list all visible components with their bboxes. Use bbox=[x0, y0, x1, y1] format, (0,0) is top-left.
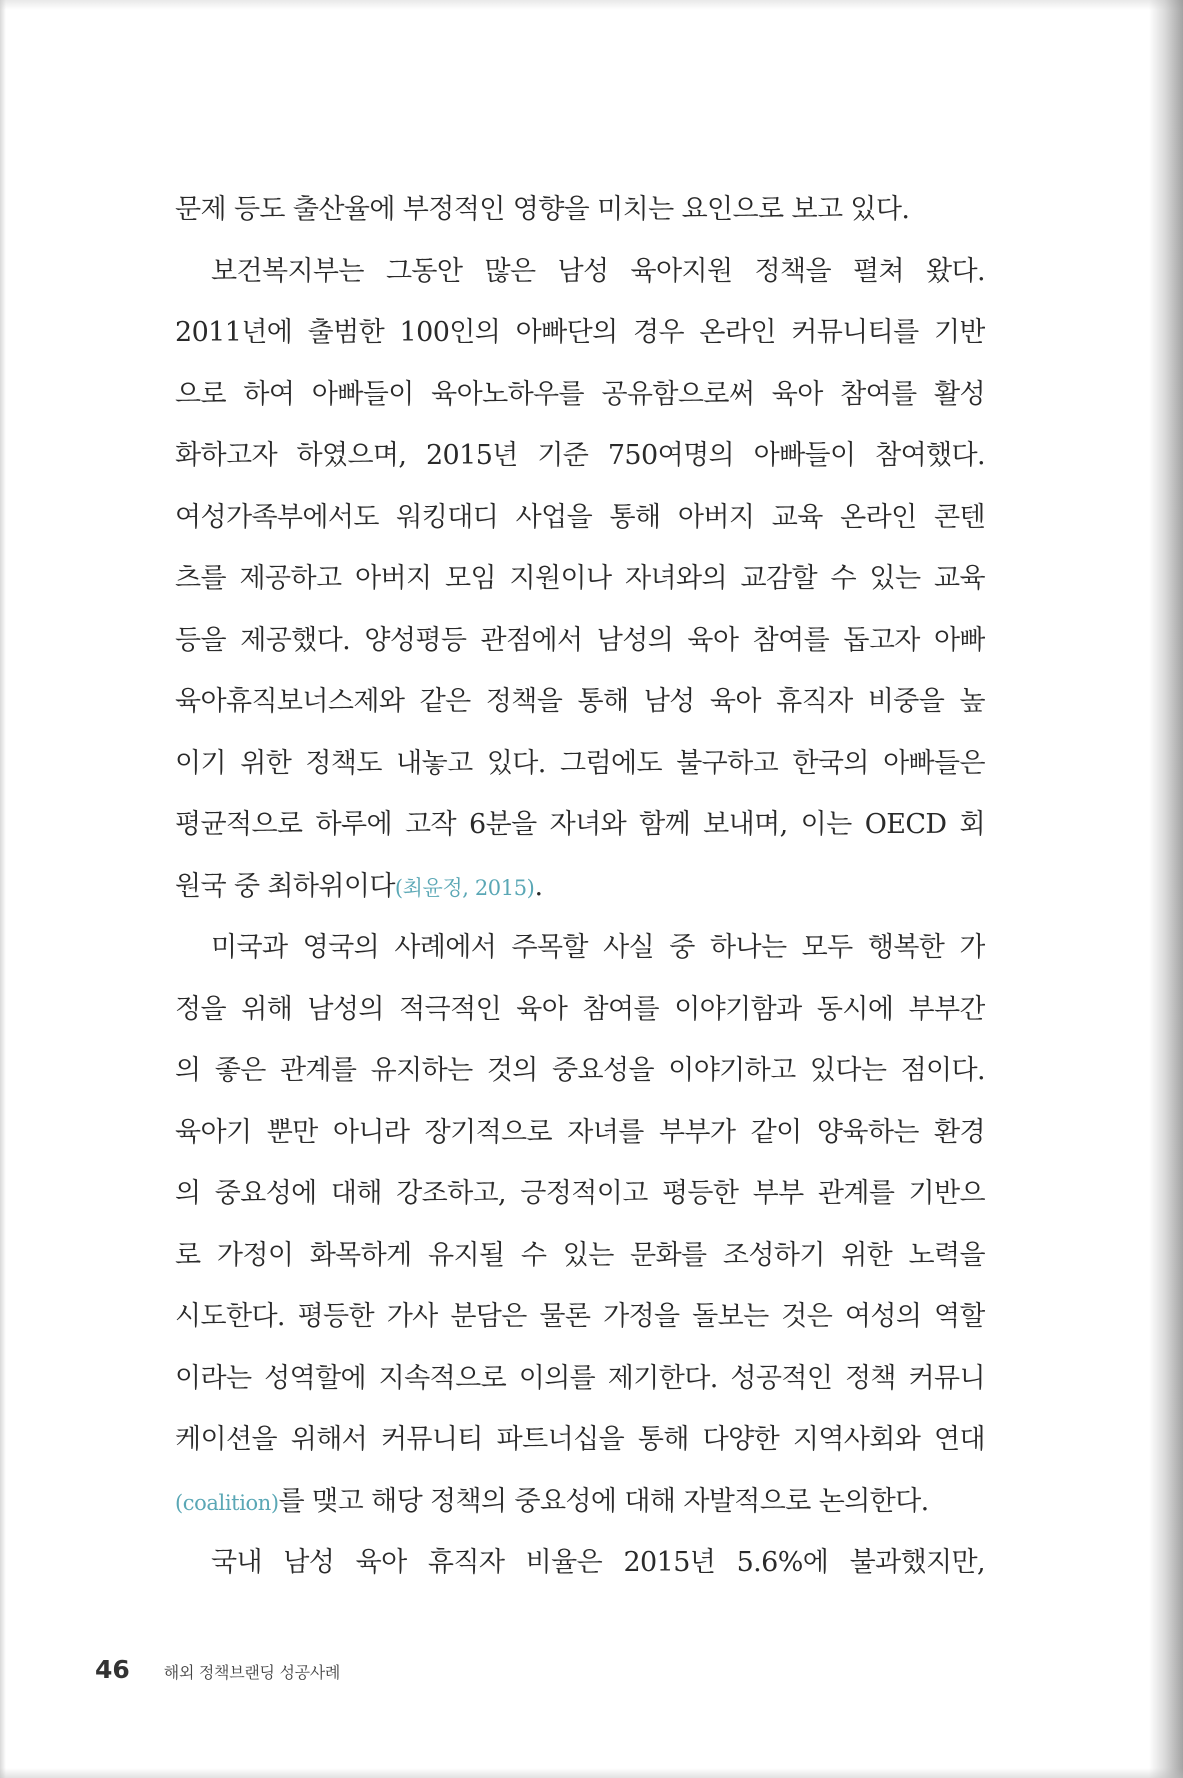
page-footer bbox=[95, 1655, 340, 1685]
body-line-18: 로 가정이 화목하게 유지될 수 있는 문화를 조성하기 위한 노력을 bbox=[175, 1239, 985, 1271]
body-line-22 bbox=[175, 1482, 985, 1544]
body-line-23: 국내 남성 육아 휴직자 비율은 2015년 5.6%에 불과했지만, bbox=[211, 1547, 985, 1578]
page-edge-top bbox=[0, 0, 1183, 10]
body-line-8: 등을 제공했다. 양성평등 관점에서 남성의 육아 참여를 돕고자 아빠 bbox=[175, 624, 985, 656]
body-line-12-text: 원국 중 최하위이다 bbox=[175, 870, 395, 902]
page-number: 46 bbox=[95, 1655, 130, 1684]
body-line-16: 육아기 뿐만 아니라 장기적으로 자녀를 부부가 같이 양육하는 환경 bbox=[175, 1116, 985, 1148]
body-line-11: 평균적으로 하루에 고작 6분을 자녀와 함께 보내며, 이는 OECD 회 bbox=[175, 809, 985, 840]
running-title: 해외 정책브랜딩 성공사례 bbox=[163, 1663, 341, 1682]
body-text bbox=[175, 190, 985, 1605]
body-line-22-text: 를 맺고 해당 정책의 중요성에 대해 자발적으로 논의한다. bbox=[278, 1485, 929, 1517]
body-line-9: 육아휴직보너스제와 같은 정책을 통해 남성 육아 휴직자 비중을 높 bbox=[175, 686, 985, 717]
body-line-4: 으로 하여 아빠들이 육아노하우를 공유함으로써 육아 참여를 활성 bbox=[175, 378, 985, 410]
body-line-12-period: . bbox=[534, 870, 543, 902]
body-line-2: 보건복지부는 그동안 많은 남성 육아지원 정책을 펼쳐 왔다. bbox=[211, 255, 985, 287]
body-line-15: 의 좋은 관계를 유지하는 것의 중요성을 이야기하고 있다는 점이다. bbox=[175, 1055, 985, 1086]
body-line-21: 케이션을 위해서 커뮤니티 파트너십을 통해 다양한 지역사회와 연대 bbox=[175, 1424, 985, 1455]
body-line-17: 의 중요성에 대해 강조하고, 긍정적이고 평등한 부부 관계를 기반으 bbox=[175, 1178, 985, 1209]
page-edge-right bbox=[1149, 0, 1183, 1778]
body-line-20: 이라는 성역할에 지속적으로 이의를 제기한다. 성공적인 정책 커뮤니 bbox=[175, 1362, 985, 1394]
page-edge-bottom bbox=[0, 1768, 1183, 1778]
body-line-5: 화하고자 하였으며, 2015년 기준 750여명의 아빠들이 참여했다. bbox=[175, 440, 985, 471]
citation: (최윤정, 2015) bbox=[394, 875, 535, 900]
body-line-12 bbox=[175, 867, 985, 929]
body-line-6: 여성가족부에서도 워킹대디 사업을 통해 아버지 교육 온라인 콘텐 bbox=[175, 501, 985, 533]
body-line-7: 츠를 제공하고 아버지 모임 지원이나 자녀와의 교감할 수 있는 교육 bbox=[175, 563, 985, 594]
citation-coalition: (coalition) bbox=[175, 1490, 279, 1515]
page-edge-left bbox=[0, 0, 6, 1778]
body-line-14: 정을 위해 남성의 적극적인 육아 참여를 이야기함과 동시에 부부간 bbox=[175, 993, 985, 1025]
body-line-13: 미국과 영국의 사례에서 주목할 사실 중 하나는 모두 행복한 가 bbox=[211, 932, 985, 963]
body-line-3: 2011년에 출범한 100인의 아빠단의 경우 온라인 커뮤니티를 기반 bbox=[175, 317, 985, 348]
body-line-1: 문제 등도 출산율에 부정적인 영향을 미치는 요인으로 보고 있다. bbox=[175, 194, 910, 225]
body-line-19: 시도한다. 평등한 가사 분담은 물론 가정을 돌보는 것은 여성의 역할 bbox=[175, 1301, 985, 1332]
body-line-10: 이기 위한 정책도 내놓고 있다. 그럼에도 불구하고 한국의 아빠들은 bbox=[175, 747, 985, 779]
